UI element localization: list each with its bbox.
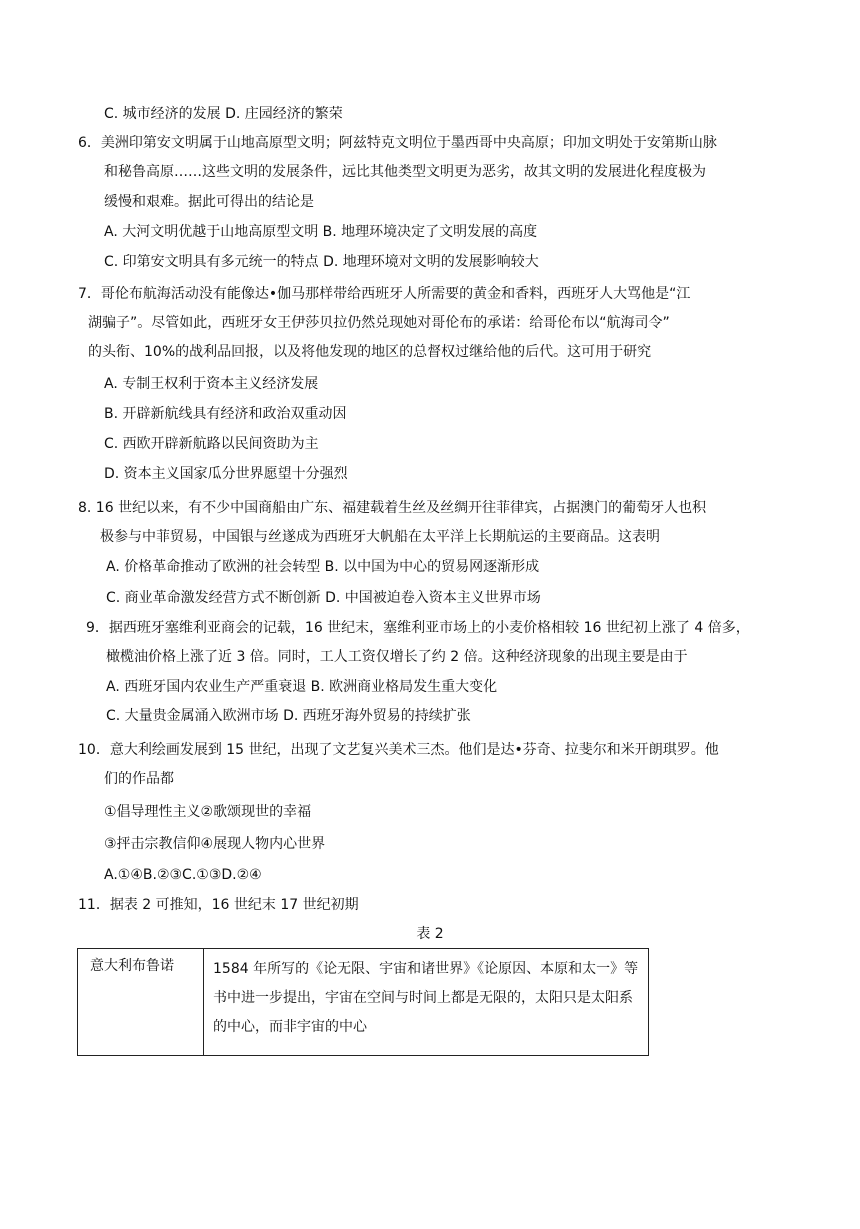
q6-options-ab: A. 大河文明优越于山地高原型文明 B. 地理环境决定了文明发展的高度	[104, 224, 538, 240]
q6-options-cd: C. 印第安文明具有多元统一的特点 D. 地理环境对文明的发展影响较大	[104, 254, 539, 270]
q9-options-cd: C. 大量贵金属涌入欧洲市场 D. 西班牙海外贸易的持续扩张	[106, 708, 471, 724]
q7-option-d: D. 资本主义国家瓜分世界愿望十分强烈	[104, 466, 348, 482]
q6-stem-line1: 6．美洲印第安文明属于山地高原型文明；阿兹特克文明位于墨西哥中央高原；印加文明处于安第斯山脉	[78, 135, 717, 151]
q7-option-b: B. 开辟新航线具有经济和政治双重动因	[104, 406, 347, 422]
table-row	[78, 949, 649, 1056]
q5-options-cd: C. 城市经济的发展 D. 庄园经济的繁荣	[104, 106, 343, 122]
q8-stem-line2: 极参与中菲贸易，中国银与丝遂成为西班牙大帆船在太平洋上长期航运的主要商品。这表明	[100, 529, 660, 545]
q7-stem-line3: 的头衔、10%的战利品回报，以及将他发现的地区的总督权过继给他的后代。这可用于研究	[88, 344, 652, 360]
q10-statements-1-2: ①倡导理性主义②歌颂现世的幸福	[104, 804, 312, 820]
q8-options-ab: A. 价格革命推动了欧洲的社会转型 B. 以中国为中心的贸易网逐渐形成	[106, 559, 540, 575]
q7-option-a: A. 专制王权利于资本主义经济发展	[104, 376, 319, 392]
q10-statements-3-4: ③抨击宗教信仰④展现人物内心世界	[104, 836, 326, 852]
q10-options: A.①④B.②③C.①③D.②④	[104, 867, 262, 883]
q9-stem-line1: 9．据西班牙塞维利亚商会的记载，16 世纪末，塞维利亚市场上的小麦价格相较 16 世纪初上涨了 4 倍多，	[86, 620, 750, 636]
table-row-header: 意大利布鲁诺	[78, 949, 204, 1056]
q9-stem-line2: 橄榄油价格上涨了近 3 倍。同时，工人工资仅增长了约 2 倍。这种经济现象的出现主要是由于	[106, 649, 688, 665]
q11-stem: 11．据表 2 可推知，16 世纪末 17 世纪初期	[78, 897, 359, 913]
q6-stem-line3: 缓慢和艰难。据此可得出的结论是	[104, 194, 314, 210]
q7-stem-line1: 7．哥伦布航海活动没有能像达•伽马那样带给西班牙人所需要的黄金和香料，西班牙人大骂他是“江	[78, 286, 691, 302]
q10-stem-line1: 10．意大利绘画发展到 15 世纪，出现了文艺复兴美术三杰。他们是达•芬奇、拉斐尔和米开朗琪罗。他	[78, 742, 719, 758]
q8-stem-line1: 8. 16 世纪以来，有不少中国商船由广东、福建载着生丝及丝绸开往菲律宾，占据澳门的葡萄牙人也积	[78, 500, 707, 516]
q7-stem-line2: 湖骗子”。尽管如此，西班牙女王伊莎贝拉仍然兑现她对哥伦布的承诺：给哥伦布以“航海司令”	[88, 315, 670, 331]
table-caption: 表 2	[416, 926, 444, 942]
q7-option-c: C. 西欧开辟新航路以民间资助为主	[104, 436, 319, 452]
q6-stem-line2: 和秘鲁高原……这些文明的发展条件，远比其他类型文明更为恶劣，故其文明的发展进化程度极为	[104, 164, 706, 180]
q10-stem-line2: 们的作品都	[104, 771, 174, 787]
table-row-content: 1584 年所写的《论无限、宇宙和诸世界》《论原因、本原和太一》等书中进一步提出，宇宙在空间与时间上都是无限的，太阳只是太阳系的中心，而非宇宙的中心	[204, 949, 649, 1056]
table-2	[77, 948, 649, 1056]
q9-options-ab: A. 西班牙国内农业生产严重衰退 B. 欧洲商业格局发生重大变化	[106, 679, 498, 695]
q8-options-cd: C. 商业革命激发经营方式不断创新 D. 中国被迫卷入资本主义世界市场	[106, 590, 541, 606]
